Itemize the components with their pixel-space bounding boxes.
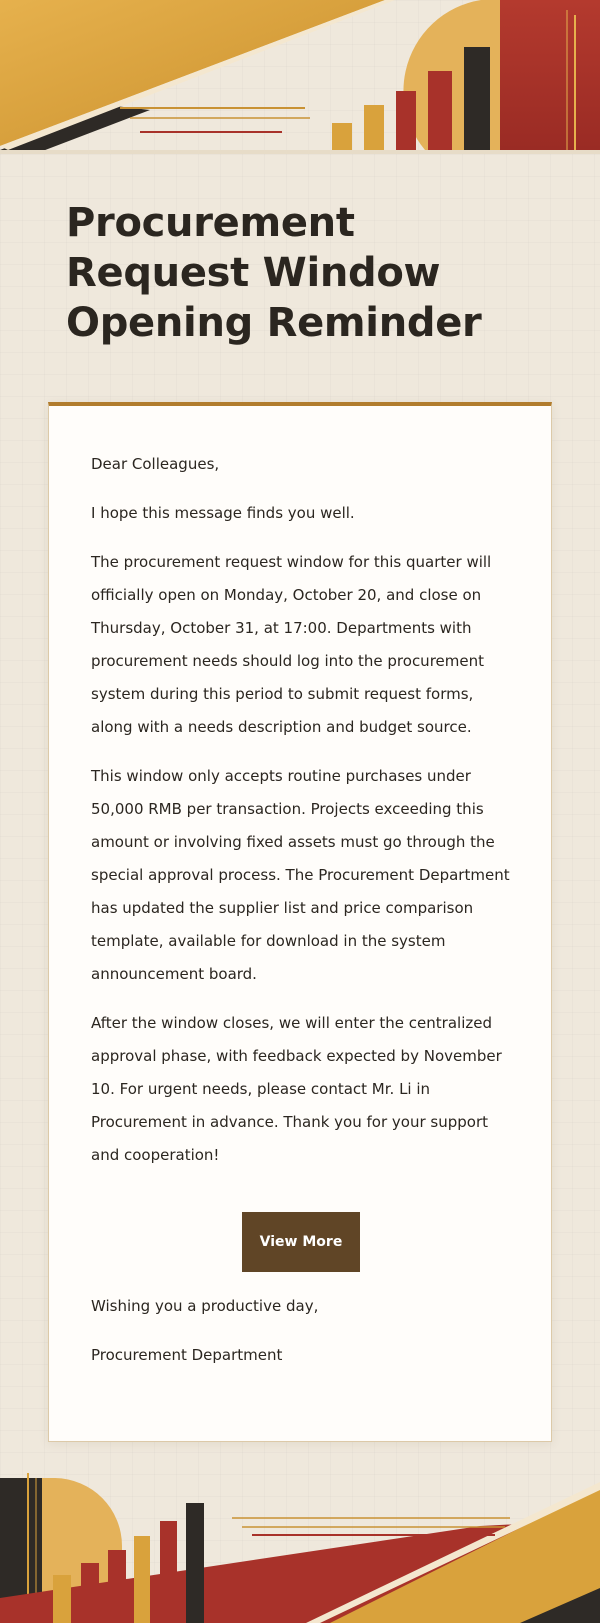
email-title: Procurement Request Window Opening Reminder	[66, 200, 482, 346]
email-body	[49, 406, 551, 1372]
footer-banner-art	[0, 1468, 600, 1623]
paragraph-window-dates: The procurement request window for this quarter will officially open on Monday, October 20, and close on Thursday, October 31, at 17:00. Departments with procurement needs should log into the procurement system during this period to submit request forms, along with a needs description and budget source.	[91, 553, 492, 736]
signature: Procurement Department	[91, 1346, 283, 1364]
cta-container	[91, 1212, 511, 1272]
header-banner-art	[0, 0, 600, 160]
email-card	[48, 402, 552, 1442]
greeting: Dear Colleagues,	[91, 455, 220, 473]
closing-line: Wishing you a productive day,	[91, 1297, 319, 1315]
paragraph-approval: After the window closes, we will enter the centralized approval phase, with feedback expected by November 10. For urgent needs, please contact Mr. Li in Procurement in advance. Thank you for your support and cooperation!	[91, 1014, 502, 1164]
paragraph-rules: This window only accepts routine purchases under 50,000 RMB per transaction. Projects exceeding this amount or involving fixed assets must go through the special approval process. The Procurement Department has updated the supplier list and price comparison template, available for download in the system announcement board.	[91, 767, 510, 983]
view-more-button[interactable]: View More	[242, 1212, 360, 1272]
paragraph-intro: I hope this message finds you well.	[91, 504, 355, 522]
